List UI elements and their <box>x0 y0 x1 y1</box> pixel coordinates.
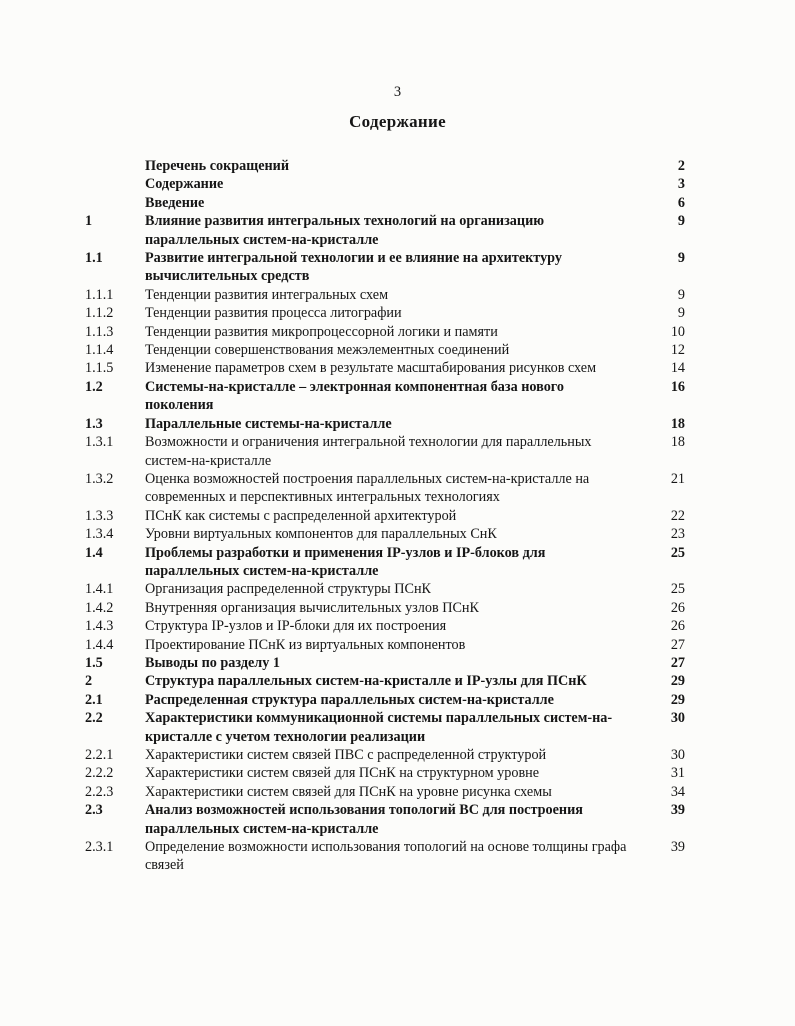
toc-entry-title: Изменение параметров схем в результате масштабирования рисунков схем <box>145 360 597 377</box>
toc-entry <box>85 341 685 359</box>
toc-entry-page: 9 <box>677 286 685 303</box>
toc-entry-number: 1.1 <box>85 250 103 267</box>
toc-entry-page: 25 <box>670 544 685 561</box>
toc-entry-number: 1 <box>85 213 93 230</box>
toc-entry <box>85 359 685 377</box>
toc-entry-number: 1.1.3 <box>85 323 114 340</box>
toc-entry-page: 21 <box>670 470 685 487</box>
toc-entry-page: 6 <box>677 194 685 211</box>
toc-entry-title: Тенденции развития интегральных схем <box>145 286 389 303</box>
toc-entry-page: 23 <box>670 526 685 543</box>
toc-entry-number: 2.2.1 <box>85 747 114 763</box>
toc-entry-page: 9 <box>677 213 685 230</box>
toc-entry <box>85 249 685 286</box>
toc-entry-title: Тенденции развития процесса литографии <box>145 305 402 322</box>
toc-entry-page: 22 <box>670 507 685 524</box>
toc-entry-title: Оценка возможностей построения параллельных систем-на-кристалле на современных и перспективных интегральных технологиях <box>145 470 590 506</box>
toc-entry-page: 14 <box>670 360 685 377</box>
toc-entry <box>85 709 685 746</box>
toc-entry-title: Внутренняя организация вычислительных узлов ПСнК <box>145 599 479 616</box>
toc-entry <box>85 636 685 654</box>
toc-entry-number: 1.1.1 <box>85 286 114 303</box>
toc-entry <box>85 378 685 415</box>
toc-entry-page: 3 <box>677 176 685 193</box>
toc-entry-page: 9 <box>677 305 685 322</box>
toc-entry-page: 26 <box>670 599 685 616</box>
toc-entry <box>85 304 685 322</box>
toc-list <box>85 157 685 875</box>
toc-entry-page: 39 <box>670 802 685 819</box>
toc-entry-title: Проектирование ПСнК из виртуальных компонентов <box>145 636 466 653</box>
toc-entry <box>85 599 685 617</box>
toc-entry <box>85 580 685 598</box>
toc-entry <box>85 617 685 635</box>
toc-entry-number: 1.3.1 <box>85 434 114 451</box>
toc-entry-page: 10 <box>670 323 685 340</box>
toc-entry-page: 39 <box>670 839 685 856</box>
toc-entry-page: 26 <box>670 618 685 635</box>
toc-entry-number: 1.3.4 <box>85 526 114 543</box>
toc-entry-page: 16 <box>670 378 685 395</box>
toc-entry-number: 1.4.2 <box>85 599 114 616</box>
toc-entry-number: 1.2 <box>85 378 103 395</box>
toc-entry <box>85 691 685 709</box>
toc-entry-title: Характеристики коммуникационной системы параллельных систем-на-кристалле с учетом технологии реализации <box>145 710 613 745</box>
toc-entry <box>85 175 685 193</box>
toc-entry-page: 30 <box>670 710 685 727</box>
toc-entry <box>85 525 685 543</box>
toc-entry-page: 29 <box>670 691 685 708</box>
toc-entry <box>85 212 685 249</box>
toc-entry-number: 1.1.5 <box>85 360 114 377</box>
toc-entry-page: 30 <box>670 747 685 763</box>
page-number: 3 <box>393 84 402 100</box>
toc-entry-number: 1.4.1 <box>85 581 114 598</box>
toc-entry <box>85 838 685 875</box>
toc-entry <box>85 801 685 838</box>
toc-entry-number: 1.4.4 <box>85 636 114 653</box>
toc-entry-title: Параллельные системы-на-кристалле <box>145 415 392 432</box>
toc-entry-number: 1.3.3 <box>85 507 114 524</box>
toc-entry-number: 1.3 <box>85 415 103 432</box>
toc-entry-title: ПСнК как системы с распределенной архитектурой <box>145 507 457 524</box>
toc-entry-title: Характеристики систем связей для ПСнК на уровне рисунка схемы <box>145 783 552 800</box>
toc-entry-title: Перечень сокращений <box>145 158 290 174</box>
toc-entry-title: Выводы по разделу 1 <box>145 654 281 671</box>
toc-entry-title: Распределенная структура параллельных систем-на-кристалле <box>145 691 554 708</box>
toc-entry <box>85 157 685 175</box>
toc-entry-number: 1.1.4 <box>85 342 114 359</box>
toc-entry <box>85 544 685 581</box>
toc-entry-page: 29 <box>670 673 685 690</box>
toc-entry <box>85 323 685 341</box>
toc-entry-title: Анализ возможностей использования топологий ВС для построения параллельных систем-на-кристалле <box>145 802 583 837</box>
toc-entry-page: 34 <box>670 783 685 800</box>
toc-entry-title: Проблемы разработки и применения IP-узлов и IP-блоков для параллельных систем-на-кристалле <box>145 544 546 579</box>
toc-entry <box>85 746 685 764</box>
toc-entry-title: Характеристики систем связей для ПСнК на структурном уровне <box>145 765 540 782</box>
toc-entry-number: 2 <box>85 673 93 690</box>
toc-entry-number: 2.3 <box>85 802 103 819</box>
toc-entry-title: Возможности и ограничения интегральной технологии для параллельных систем-на-кристалле <box>145 434 592 469</box>
toc-entry <box>85 654 685 672</box>
toc-entry <box>85 672 685 690</box>
toc-entry-title: Введение <box>145 194 205 211</box>
toc-entry <box>85 286 685 304</box>
toc-entry-number: 2.3.1 <box>85 839 114 856</box>
toc-entry-title: Уровни виртуальных компонентов для параллельных СнК <box>145 526 497 543</box>
toc-entry-number: 2.2 <box>85 710 103 727</box>
toc-entry-page: 12 <box>670 342 685 359</box>
toc-entry-page: 18 <box>670 415 685 432</box>
toc-entry <box>85 783 685 801</box>
toc-entry-title: Тенденции совершенствования межэлементных соединений <box>145 342 510 359</box>
toc-entry <box>85 433 685 470</box>
toc-entry-page: 27 <box>670 654 685 671</box>
toc-entry <box>85 470 685 507</box>
toc-entry-title: Содержание <box>145 176 224 193</box>
toc-entry-title: Системы-на-кристалле – электронная компонентная база нового поколения <box>145 378 564 414</box>
toc-entry-number: 1.1.2 <box>85 305 114 322</box>
toc-entry <box>85 415 685 433</box>
toc-entry-page: 31 <box>670 765 685 782</box>
toc-entry-number: 1.4.3 <box>85 618 114 635</box>
toc-entry-number: 2.1 <box>85 691 103 708</box>
toc-entry-title: Характеристики систем связей ПВС с распределенной структурой <box>145 747 547 763</box>
toc-entry <box>85 507 685 525</box>
toc-entry-page: 25 <box>670 581 685 598</box>
toc-entry-number: 2.2.2 <box>85 765 114 782</box>
page-title: Содержание <box>349 112 446 131</box>
toc-entry-title: Влияние развития интегральных технологий на организацию параллельных систем-на-кристалле <box>145 213 545 248</box>
toc-entry-number: 1.5 <box>85 654 103 671</box>
toc-entry-title: Структура параллельных систем-на-кристалле и IP-узлы для ПСнК <box>145 673 587 690</box>
toc-entry <box>85 764 685 782</box>
toc-entry-title: Развитие интегральной технологии и ее влияние на архитектуру вычислительных средств <box>145 250 562 285</box>
toc-entry-number: 2.2.3 <box>85 783 114 800</box>
toc-entry-title: Структура IP-узлов и IP-блоки для их построения <box>145 618 447 635</box>
toc-entry-title: Определение возможности использования топологий на основе толщины графа связей <box>145 839 627 874</box>
toc-entry <box>85 194 685 212</box>
toc-entry-number: 1.3.2 <box>85 470 114 487</box>
toc-entry-number: 1.4 <box>85 544 103 561</box>
toc-entry-page: 27 <box>670 636 685 653</box>
toc-entry-page: 2 <box>677 158 685 174</box>
toc-entry-page: 9 <box>677 250 685 267</box>
toc-entry-title: Тенденции развития микропроцессорной логики и памяти <box>145 323 498 340</box>
toc-entry-page: 18 <box>670 434 685 451</box>
toc-entry-title: Организация распределенной структуры ПСнК <box>145 581 432 598</box>
